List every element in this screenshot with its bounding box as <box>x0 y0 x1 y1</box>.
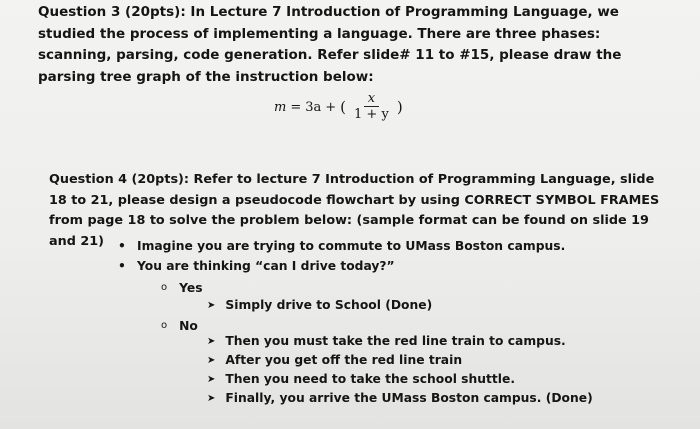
formula-equals: = <box>290 99 302 115</box>
step-text: Then you need to take the school shuttle. <box>225 372 515 386</box>
option-yes-label: Yes <box>179 281 203 295</box>
step-item <box>207 389 593 408</box>
circle-bullet-icon: o <box>161 282 168 293</box>
arrow-icon: ➤ <box>207 355 216 366</box>
formula-plus: + <box>325 99 337 115</box>
bullet-item <box>118 256 565 276</box>
bullet-icon: • <box>118 239 126 253</box>
step-text: After you get off the red line train <box>225 353 463 367</box>
formula-close-paren: ) <box>396 98 403 116</box>
formula <box>274 92 403 122</box>
option-yes <box>161 279 203 297</box>
step-text: Then you must take the red line train to campus. <box>225 334 566 348</box>
yes-steps <box>207 296 432 315</box>
question-4-text: Question 4 (20pts): Refer to lecture 7 Introduction of Programming Language, slide 18 to 21, please design a pseudocode flowchart by using CORRECT SYMBOL FRAMES from page 18 to solve the problem below: (sample format can be found on slide 19 and 21) <box>49 172 660 249</box>
arrow-icon: ➤ <box>207 374 216 385</box>
arrow-icon: ➤ <box>207 336 216 347</box>
formula-fraction <box>352 92 391 122</box>
no-steps <box>207 332 593 408</box>
step-item <box>207 370 593 389</box>
step-item <box>207 351 593 370</box>
circle-bullet-icon: o <box>161 320 168 331</box>
step-text: Simply drive to School (Done) <box>225 298 433 312</box>
arrow-icon: ➤ <box>207 393 216 404</box>
bullet-list <box>118 236 565 276</box>
bullet-text: Imagine you are trying to commute to UMass Boston campus. <box>137 239 566 253</box>
step-item <box>207 332 593 351</box>
arrow-icon: ➤ <box>207 300 216 311</box>
formula-lhs: m <box>274 99 287 115</box>
bullet-text: You are thinking “can I drive today?” <box>137 259 395 273</box>
formula-numerator: x <box>364 92 379 107</box>
question-3-text: Question 3 (20pts): In Lecture 7 Introduction of Programming Language, we studied the process of implementing a language. There are three phases: scanning, parsing, code generation. Refer slide# 11 to #15, please draw the parsing tree graph of the instruction below: <box>38 4 622 85</box>
step-text: Finally, you arrive the UMass Boston campus. (Done) <box>225 391 593 405</box>
option-no <box>161 317 198 335</box>
bullet-item <box>118 236 565 256</box>
step-item <box>207 296 432 315</box>
bullet-icon: • <box>118 259 126 273</box>
formula-denominator: 1 + y <box>354 107 389 122</box>
option-no-label: No <box>179 319 198 333</box>
formula-term: 3a <box>305 99 322 115</box>
formula-open-paren: ( <box>340 98 347 116</box>
